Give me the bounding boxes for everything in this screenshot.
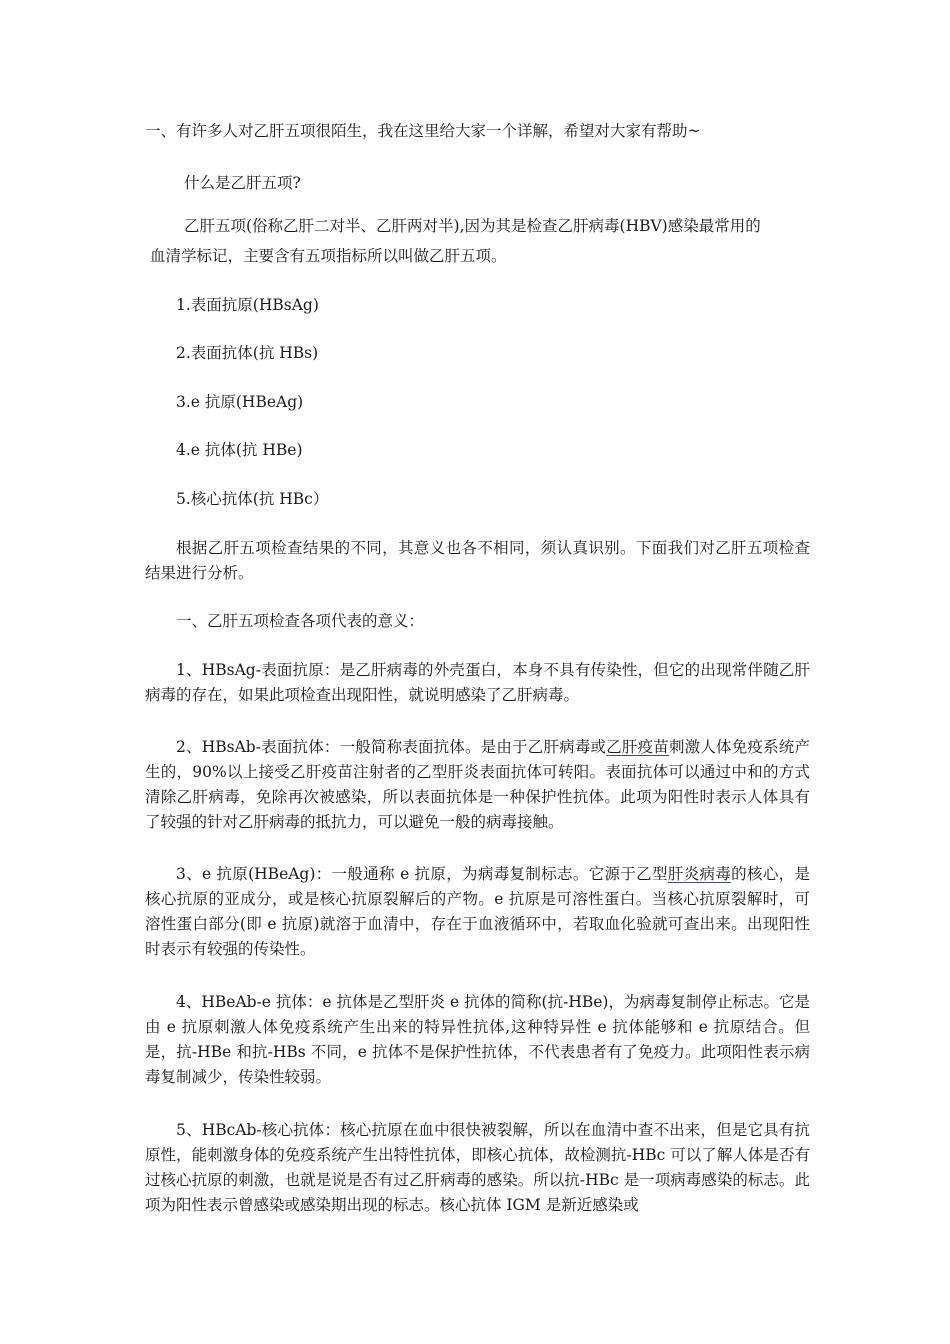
list-item: 3.e 抗原(HBeAg) [176, 393, 304, 411]
hbeag-paragraph [145, 862, 810, 962]
list-item: 5.核心抗体(抗 HBc） [176, 490, 329, 508]
hbsab-text-after: 刺激人体免疫系统产生的，90%以上接受乙肝疫苗注射者的乙型肝炎表面抗体可转阳。表面抗体可以通过中和的方式清除乙肝病毒，免除再次被感染，所以表面抗体是一种保护性抗体。此项为阳性时表示人体具有了较强的针对乙肝病毒的抵抗力，可以避免一般的病毒接触。 [145, 738, 810, 831]
hepatitis-b-vaccine-link[interactable]: 乙肝疫苗 [606, 738, 669, 756]
hbeag-text-before: 3、e 抗原(HBeAg)：一般通称 e 抗原，为病毒复制标志。它源于乙型 [176, 865, 668, 883]
intro-line: 一、有许多人对乙肝五项很陌生，我在这里给大家一个详解，希望对大家有帮助~ [145, 122, 701, 140]
hbeab-paragraph: 4、HBeAb-e 抗体：e 抗体是乙型肝炎 e 抗体的简称(抗-HBe)，为病毒复制停止标志。它是由 e 抗原刺激人体免疫系统产生出来的特异性抗体,这种特异性 e 抗体能够和 e 抗原结合。但是，抗-HBe 和抗-HBs 不同，e 抗体不是保护性抗体，不代表患者有了免疫力。此项阳性表示病毒复制减少，传染性较弱。 [145, 993, 810, 1086]
list-item: 4.e 抗体(抗 HBe) [176, 441, 303, 459]
list-item: 2.表面抗体(抗 HBs) [176, 344, 319, 362]
question-heading: 什么是乙肝五项? [184, 174, 301, 192]
hbsab-paragraph [145, 735, 810, 835]
definition-line-1: 乙肝五项(俗称乙肝二对半、乙肝两对半),因为其是检查乙肝病毒(HBV)感染最常用的 [184, 217, 761, 235]
hbsab-text-before: 2、HBsAb-表面抗体：一般简称表面抗体。是由于乙肝病毒或 [176, 738, 607, 756]
summary-paragraph: 根据乙肝五项检查结果的不同，其意义也各不相同，须认真识别。下面我们对乙肝五项检查结果进行分析。 [145, 539, 810, 582]
section-heading: 一、乙肝五项检查各项代表的意义： [176, 612, 425, 630]
list-item: 1.表面抗原(HBsAg) [176, 296, 319, 314]
hbcab-paragraph: 5、HBcAb-核心抗体：核心抗原在血中很快被裂解，所以在血清中查不出来，但是它具有抗原性，能刺激身体的免疫系统产生出特性抗体，即核心抗体，故检测抗-HBc 可以了解人体是否有过核心抗原的刺激，也就是说是否有过乙肝病毒的感染。所以抗-HBc 是一项病毒感染的标志。此项为阳性表示曾感染或感染期出现的标志。核心抗体 IGM 是新近感染或 [145, 1121, 810, 1214]
hepatitis-virus-link[interactable]: 肝炎病毒 [667, 865, 732, 883]
hbeag-text-after: 的核心，是核心抗原的亚成分，或是核心抗原裂解后的产物。e 抗原是可溶性蛋白。当核心抗原裂解时，可溶性蛋白部分(即 e 抗原)就溶于血清中，存在于血液循环中，若取血化验就可查出来。出现阳性时表示有较强的传染性。 [145, 865, 810, 958]
hbsag-paragraph: 1、HBsAg-表面抗原：是乙肝病毒的外壳蛋白，本身不具有传染性，但它的出现常伴随乙肝病毒的存在，如果此项检查出现阳性，就说明感染了乙肝病毒。 [145, 661, 810, 704]
definition-line-2: 血清学标记，主要含有五项指标所以叫做乙肝五项。 [150, 247, 507, 265]
